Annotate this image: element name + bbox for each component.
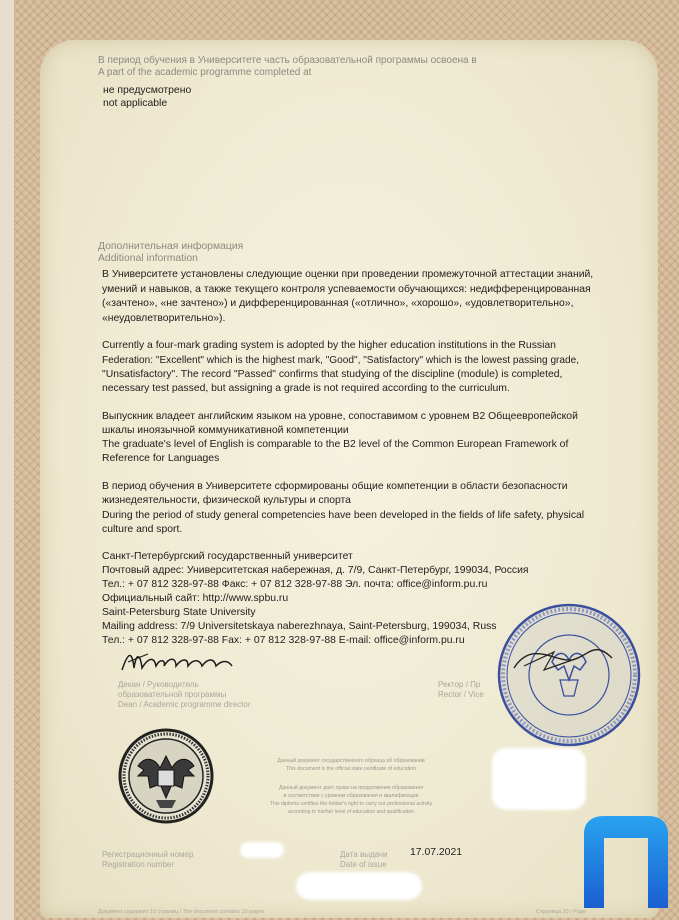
university-name-ru: Санкт-Петербургский государственный университет (102, 551, 353, 562)
page-number: Страница 10 / Page (536, 909, 587, 915)
registration-label-ru: Регистрационный номер (102, 850, 194, 859)
redacted-area (240, 842, 284, 858)
part-label-ru: В период обучения в Университете часть образовательной программы освоена в (98, 55, 477, 66)
grades-text-en-line: "Unsatisfactory". The record "Passed" confirms that studying of the discipline (module) is completed, (102, 369, 563, 380)
grades-text-en-line: Currently a four-mark grading system is adopted by the higher education institutions in the Russian (102, 340, 556, 351)
part-label-en: A part of the academic programme completed at (98, 67, 312, 78)
notice-line: Данный документ дает право на продолжение образования (279, 785, 423, 791)
grades-text-ru-line: «неудовлетворительно»). (102, 313, 226, 324)
phone-ru: Тел.: + 07 812 328-97-88 Факс: + 07 812 328-97-88 Эл. почта: office@inform.pu.ru (102, 579, 488, 590)
english-text-line: шкалы иноязычной коммуникативной компетенции (102, 425, 349, 436)
watermark-logo-icon (580, 812, 672, 912)
competencies-text-line: жизнедеятельности, физической культуры и спорта (102, 495, 351, 506)
date-label-ru: Дата выдачи (340, 850, 388, 859)
registration-label-en: Registration number (102, 860, 175, 869)
page-count-note: Документ содержит 10 страниц / The document contains 10 pages (98, 909, 265, 915)
redacted-area (296, 872, 422, 900)
dean-title-en: Dean / Academic programme director (118, 700, 251, 709)
notice-line: в соответствии с уровнем образования и квалификации (283, 793, 419, 799)
english-text-line: Reference for Languages (102, 453, 220, 464)
notice-line: Данный документ государственного образца об образовании (277, 758, 425, 764)
part-value-en: not applicable (103, 98, 168, 109)
address-en: Mailing address: 7/9 Universitetskaya naberezhnaya, Saint-Petersburg, 199034, Russ (102, 621, 497, 632)
university-emblem (116, 726, 216, 826)
university-name-en: Saint-Petersburg State University (102, 607, 256, 618)
website: Официальный сайт: http://www.spbu.ru (102, 593, 289, 604)
page-edge (0, 0, 14, 920)
competencies-text-line: During the period of study general competencies have been developed in the fields of life safety, physical (102, 510, 585, 521)
dean-title-ru-2: образовательной программы (118, 690, 227, 699)
grades-text-ru-line: В Университете установлены следующие оценки при проведении промежуточной аттестации знаний, (102, 269, 594, 280)
grades-text-en-line: Federation: "Excellent" which is the highest mark, "Good", "Satisfactory" which is the lowest passing grade, (102, 355, 580, 366)
dean-title-ru-1: Декан / Руководитель (118, 680, 199, 689)
phone-en: Тел.: + 07 812 328-97-88 Fax: + 07 812 328-97-88 E-mail: office@inform.pu.ru (102, 635, 465, 646)
redacted-area (492, 748, 586, 810)
additional-label-en: Additional information (98, 253, 198, 264)
english-text-line: Выпускник владеет английским языком на уровне, сопоставимом с уровнем В2 Общеевропейской (102, 411, 578, 422)
grades-text-en-line: necessary test passed, but assigning a grade is not required according to the curriculum. (102, 383, 510, 394)
competencies-text-line: culture and sport. (102, 524, 183, 535)
grades-text-ru-line: умений и навыков, а также текущего контроля успеваемости обучающихся: недифференцированная (102, 284, 591, 295)
notice-line: This document is the official state certificate of education (286, 766, 416, 772)
part-value-ru: не предусмотрено (103, 85, 192, 96)
dean-signature (118, 648, 268, 676)
competencies-text-line: В период обучения в Университете сформированы общие компетенции в области безопасности (102, 481, 568, 492)
address-ru: Почтовый адрес: Университетская набережная, д. 7/9, Санкт-Петербург, 199034, Россия (102, 565, 529, 576)
english-text-line: The graduate's level of English is comparable to the B2 level of the Common European Framework of (102, 439, 569, 450)
notice-line: This diploma certifies the holder's right to carry out professional activity (269, 801, 433, 807)
grades-text-ru-line: («зачтено», «не зачтено») и дифференцированная («отлично», «хорошо», «удовлетворительно», (102, 298, 574, 309)
issue-date: 17.07.2021 (410, 847, 463, 858)
rector-title-ru: Ректор / Пр (438, 680, 481, 689)
university-stamp (494, 600, 644, 750)
notice-line: according to his/her level of education and qualification (287, 809, 415, 815)
additional-label-ru: Дополнительная информация (98, 241, 244, 252)
rector-title-en: Rector / Vice (438, 690, 484, 699)
date-label-en: Date of issue (340, 860, 387, 869)
